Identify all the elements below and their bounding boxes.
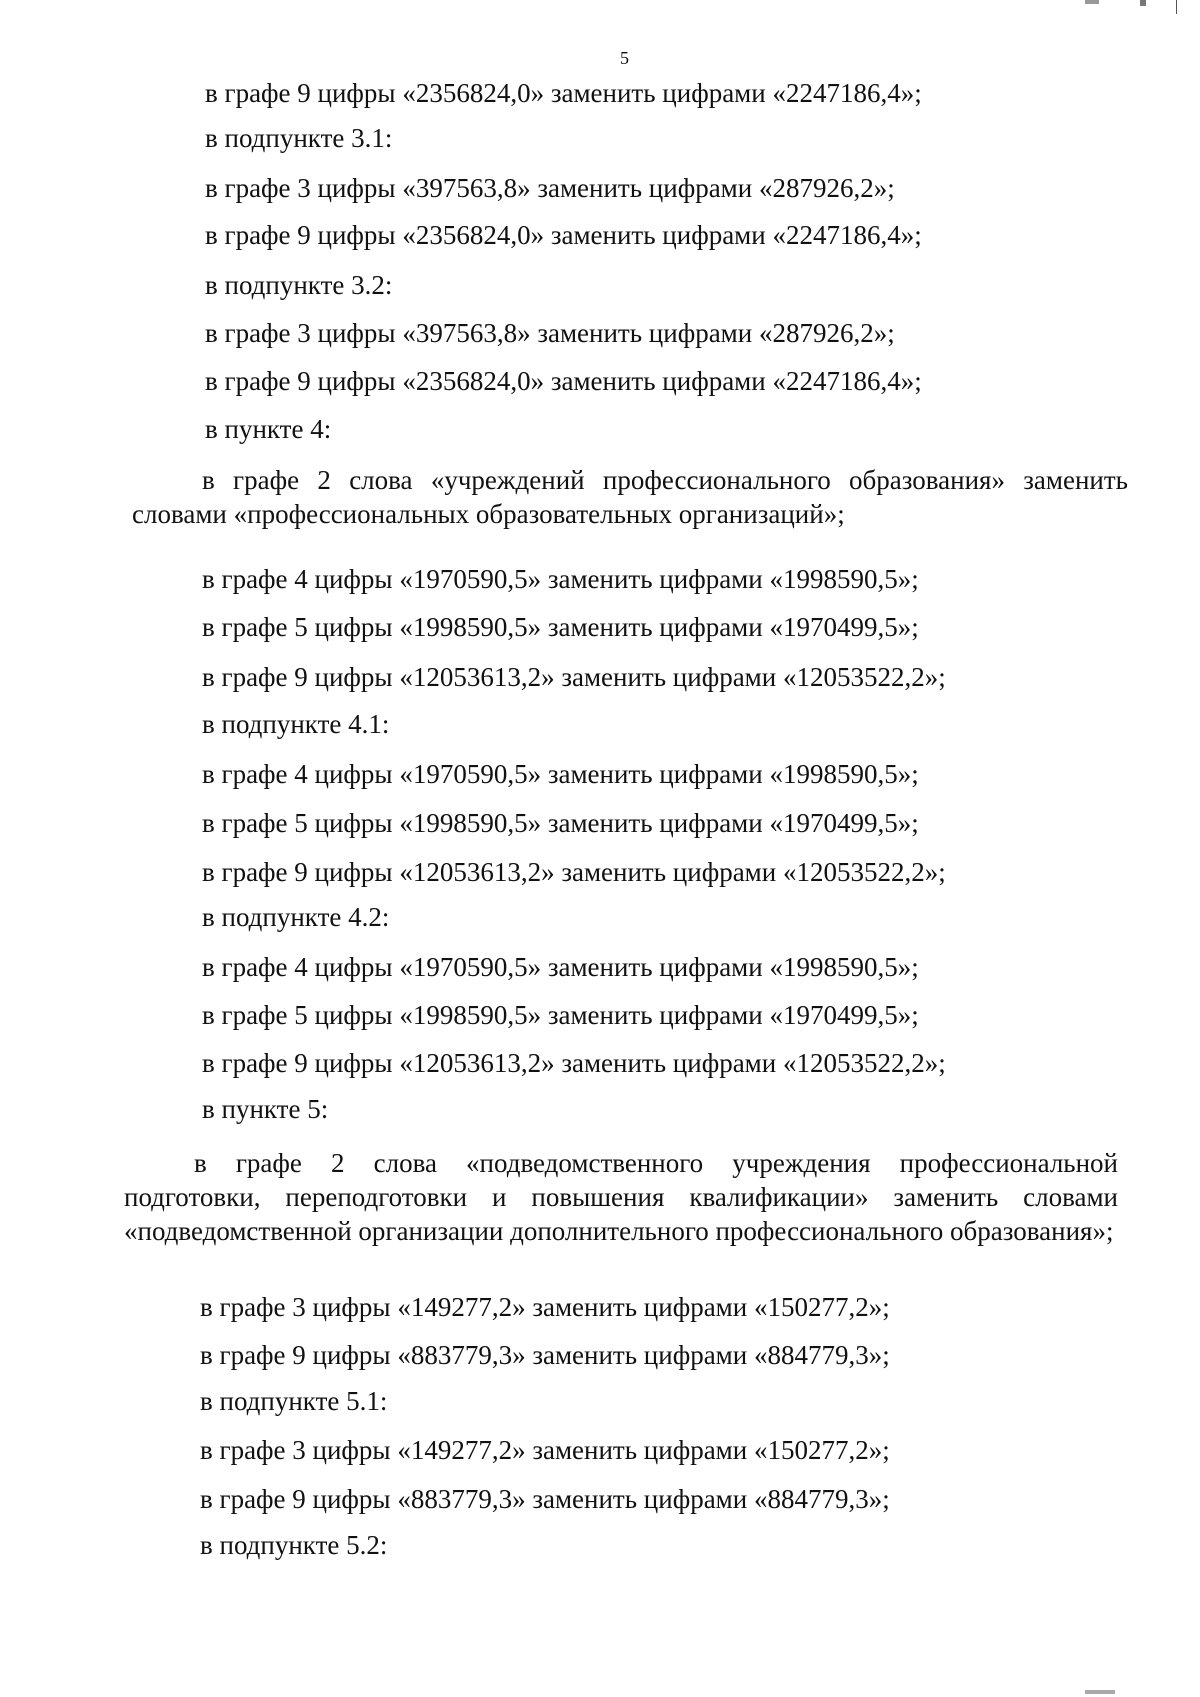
document-line: в пункте 5:	[202, 1094, 329, 1124]
document-line: в подпункте 3.1:	[205, 123, 393, 153]
scan-mark	[1140, 0, 1146, 6]
document-line: в графе 5 цифры «1998590,5» заменить цифрами «1970499,5»;	[202, 808, 919, 838]
document-line: в пункте 4:	[205, 414, 332, 444]
document-line: в графе 3 цифры «397563,8» заменить цифрами «287926,2»;	[205, 173, 895, 203]
document-line: в графе 4 цифры «1970590,5» заменить цифрами «1998590,5»;	[202, 759, 919, 789]
document-line: в графе 5 цифры «1998590,5» заменить цифрами «1970499,5»;	[202, 1000, 919, 1030]
document-line: в графе 4 цифры «1970590,5» заменить цифрами «1998590,5»;	[202, 952, 919, 982]
document-line: в подпункте 4.1:	[202, 709, 390, 739]
page-number: 5	[620, 48, 629, 68]
document-line: в графе 4 цифры «1970590,5» заменить цифрами «1998590,5»;	[202, 564, 919, 594]
paragraph-text: в графе 2 слова «подведомственного учреждения профессиональной подготовки, переподготовки и повышения квалификации» заменить словами «подведомственной организации дополнительного профессионального образования»;	[124, 1148, 1118, 1246]
paragraph	[124, 1146, 1118, 1248]
document-line: в подпункте 5.1:	[200, 1386, 388, 1416]
paragraph-text: в графе 2 слова «учреждений профессионального образования» заменить словами «профессиональных образовательных организаций»;	[132, 465, 1128, 529]
document-line: в графе 5 цифры «1998590,5» заменить цифрами «1970499,5»;	[202, 612, 919, 642]
scan-mark	[1085, 0, 1099, 4]
document-line: в графе 9 цифры «2356824,0» заменить цифрами «2247186,4»;	[205, 220, 922, 250]
document-line: в подпункте 4.2:	[202, 902, 390, 932]
document-line: в графе 3 цифры «149277,2» заменить цифрами «150277,2»;	[200, 1435, 890, 1465]
document-line: в графе 9 цифры «2356824,0» заменить цифрами «2247186,4»;	[205, 366, 922, 396]
document-line: в графе 9 цифры «12053613,2» заменить цифрами «12053522,2»;	[202, 662, 946, 692]
document-line: в графе 9 цифры «12053613,2» заменить цифрами «12053522,2»;	[202, 857, 946, 887]
scan-mark	[1176, 0, 1177, 14]
document-line: в графе 3 цифры «397563,8» заменить цифрами «287926,2»;	[205, 318, 895, 348]
document-line: в подпункте 5.2:	[200, 1530, 388, 1560]
document-line: в графе 9 цифры «12053613,2» заменить цифрами «12053522,2»;	[202, 1048, 946, 1078]
document-line: в графе 3 цифры «149277,2» заменить цифрами «150277,2»;	[200, 1292, 890, 1322]
scan-mark	[1085, 1690, 1115, 1694]
document-line: в графе 9 цифры «883779,3» заменить цифрами «884779,3»;	[200, 1340, 890, 1370]
document-line: в графе 9 цифры «883779,3» заменить цифрами «884779,3»;	[200, 1484, 890, 1514]
paragraph	[132, 463, 1128, 531]
document-line: в графе 9 цифры «2356824,0» заменить цифрами «2247186,4»;	[205, 78, 922, 108]
document-line: в подпункте 3.2:	[205, 270, 393, 300]
